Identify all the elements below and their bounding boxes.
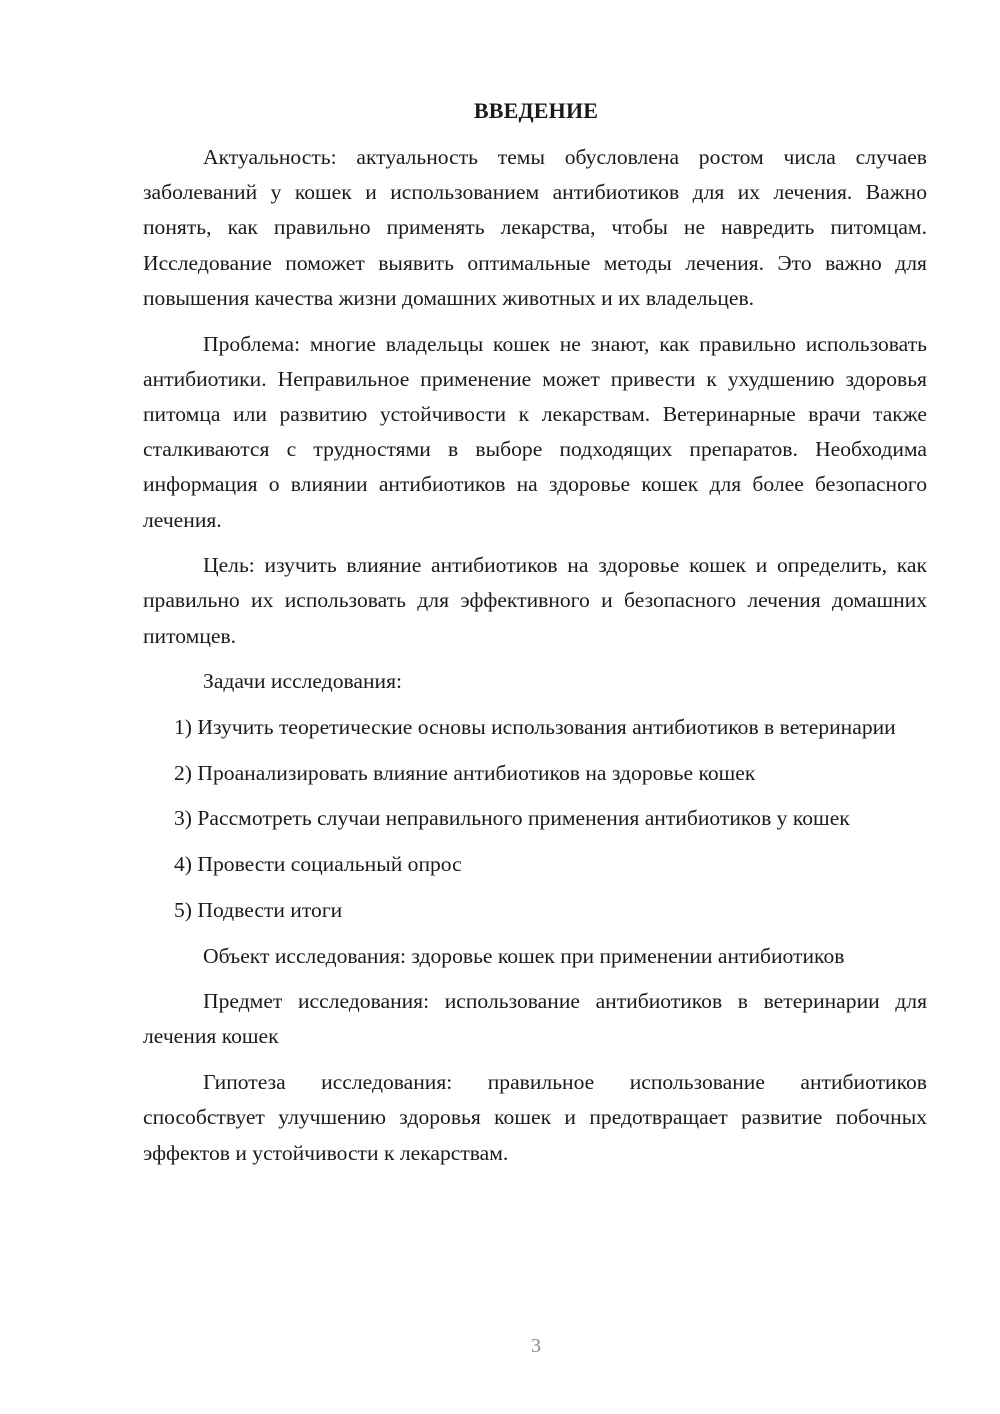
paragraph-goal: Цель: изучить влияние антибиотиков на здоровье кошек и определить, как правильно их использовать для эффективного и безопасного лечения домашних питомцев.: [143, 553, 927, 648]
list-item-task-1: 1) Изучить теоретические основы использования антибиотиков в ветеринарии: [174, 715, 896, 740]
paragraph-subject: Предмет исследования: использование антибиотиков в ветеринарии для лечения кошек: [143, 989, 927, 1049]
page-title: ВВЕДЕНИЕ: [473, 98, 599, 123]
list-item-task-4: 4) Провести социальный опрос: [174, 852, 462, 877]
list-item-task-5: 5) Подвести итоги: [174, 897, 343, 922]
tasks-label: Задачи исследования:: [203, 669, 403, 694]
paragraph-relevance: Актуальность: актуальность темы обусловлена ростом числа случаев заболеваний у кошек и использованием антибиотиков для их лечения. Важно понять, как правильно применять лекарства, чтобы не навредить питомцам. Исследование поможет выявить оптимальные методы лечения. Это важно для повышения качества жизни домашних животных и их владельцев.: [143, 145, 927, 310]
list-item-task-3: 3) Рассмотреть случаи неправильного применения антибиотиков у кошек: [174, 806, 850, 831]
page-number: 3: [531, 1335, 541, 1357]
document-page: [143, 93, 927, 1181]
paragraph-hypothesis: Гипотеза исследования: правильное использование антибиотиков способствует улучшению здоровья кошек и предотвращает развитие побочных эффектов и устойчивости к лекарствам.: [143, 1070, 927, 1165]
paragraph-object: Объект исследования: здоровье кошек при применении антибиотиков: [203, 943, 845, 968]
paragraph-problem: Проблема: многие владельцы кошек не знают, как правильно использовать антибиотики. Неправильное применение может привести к ухудшению здоровья питомца или развитию устойчивости к лекарствам. Ветеринарные врачи также сталкиваются с трудностями в выборе подходящих препаратов. Необходима информация о влиянии антибиотиков на здоровье кошек для более безопасного лечения.: [143, 331, 927, 532]
list-item-task-2: 2) Проанализировать влияние антибиотиков на здоровье кошек: [174, 760, 756, 785]
